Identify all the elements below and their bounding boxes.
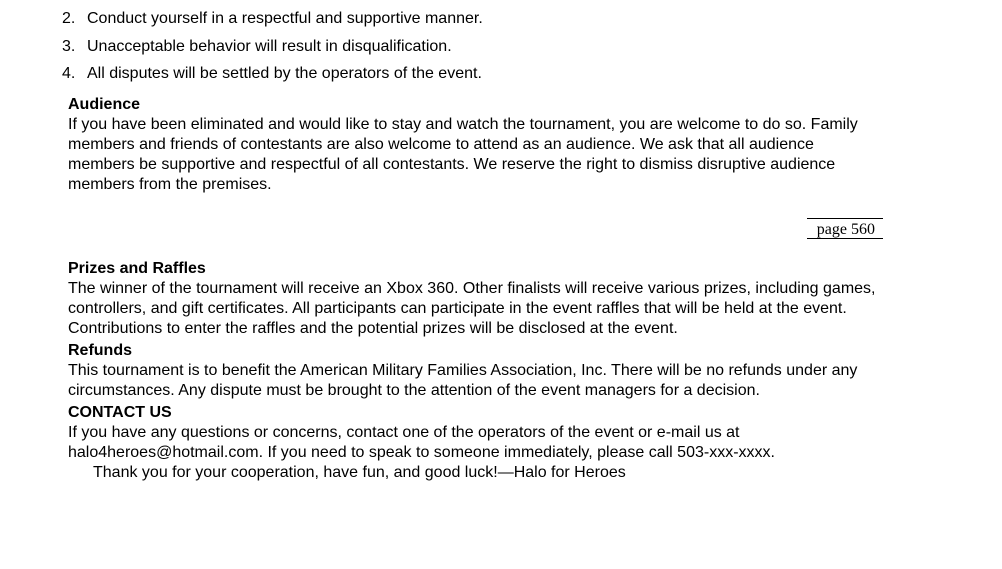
closing-line: Thank you for your cooperation, have fun, and good luck!—Halo for Heroes (93, 464, 626, 481)
rule-number: 2. (62, 10, 75, 27)
rule-number: 4. (62, 65, 75, 82)
contact-body: If you have any questions or concerns, contact one of the operators of the event or e-mail us at halo4heroes@hotmail.com. If you need to speak to someone immediately, please call 503-xxx-xxxx. (68, 424, 775, 461)
contact-heading: CONTACT US (68, 404, 172, 421)
rule-text: All disputes will be settled by the operators of the event. (87, 65, 482, 82)
refunds-body: This tournament is to benefit the American Military Families Association, Inc. There will be no refunds under any circumstances. Any dispute must be brought to the attention of the event managers for a decision. (68, 362, 858, 399)
prizes-heading: Prizes and Raffles (68, 260, 206, 277)
audience-heading: Audience (68, 96, 141, 113)
prizes-section (68, 259, 883, 339)
rule-number: 3. (62, 38, 75, 55)
contact-section (68, 403, 883, 483)
audience-body: If you have been eliminated and would like to stay and watch the tournament, you are welcome to do so. Family members and friends of contestants are also welcome to attend as an audience. We ask that all audience members be supportive and respectful of all contestants. We reserve the right to dismiss disruptive audience members from the premises. (68, 116, 858, 193)
page-number: page 560 (807, 218, 883, 239)
audience-section (68, 95, 883, 195)
rule-text: Conduct yourself in a respectful and supportive manner. (87, 10, 483, 27)
refunds-section (68, 341, 883, 401)
prizes-body: The winner of the tournament will receive an Xbox 360. Other finalists will receive various prizes, including games, controllers, and gift certificates. All participants can participate in the event raffles that will be held at the event. Contributions to enter the raffles and the potential prizes will be disclosed at the event. (68, 280, 876, 337)
rule-text: Unacceptable behavior will result in disqualification. (87, 38, 452, 55)
refunds-heading: Refunds (68, 342, 132, 359)
